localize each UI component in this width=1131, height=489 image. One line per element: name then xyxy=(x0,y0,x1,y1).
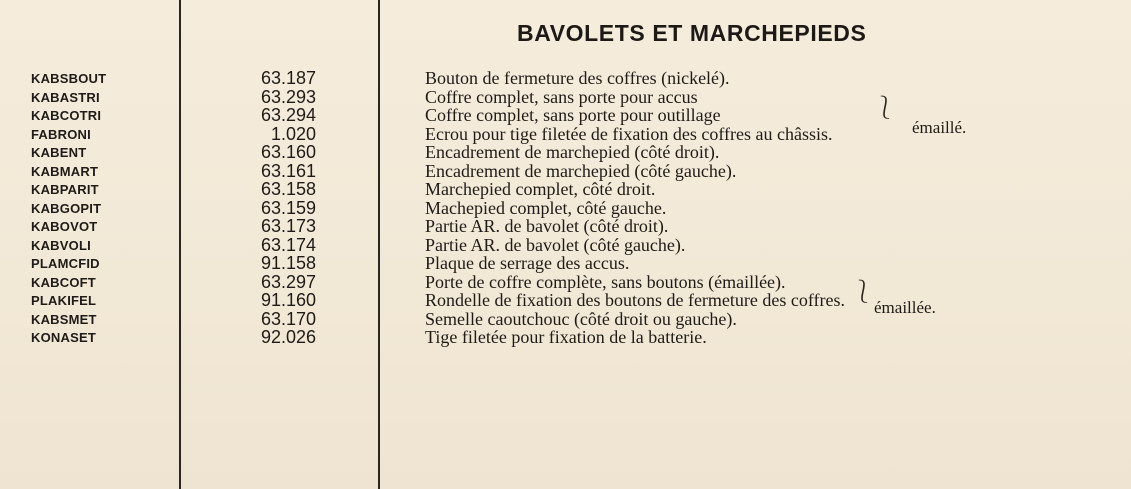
list-item xyxy=(0,161,1131,180)
part-code: FABRONI xyxy=(31,126,91,142)
part-code: KABPARIT xyxy=(31,182,99,197)
part-reference: 91.160 xyxy=(260,290,316,310)
section-title: BAVOLETS ET MARCHEPIEDS xyxy=(517,20,867,46)
list-item xyxy=(0,290,1131,309)
part-reference: 91.158 xyxy=(260,253,316,273)
part-reference: 63.159 xyxy=(260,197,316,218)
part-code: KABVOLI xyxy=(31,237,91,253)
list-item xyxy=(0,68,1131,87)
part-description: Partie AR. de bavolet (côté droit). xyxy=(425,216,669,236)
part-description: Coffre complet, sans porte pour outillage xyxy=(425,105,721,125)
part-code: PLAKIFEL xyxy=(31,293,97,308)
part-code: KONASET xyxy=(31,330,96,345)
part-description: Coffre complet, sans porte pour accus xyxy=(425,86,698,107)
part-reference: 63.293 xyxy=(260,86,316,107)
part-reference: 63.294 xyxy=(260,105,316,125)
part-reference: 63.173 xyxy=(260,216,316,236)
part-code: KABCOTRI xyxy=(31,108,102,123)
part-reference: 63.160 xyxy=(260,142,316,162)
list-item xyxy=(0,216,1131,235)
list-item xyxy=(0,198,1131,217)
list-item xyxy=(0,142,1131,161)
group-brace-icon: ⎱ xyxy=(852,280,875,305)
part-code: PLAMCFID xyxy=(31,256,100,271)
part-reference: 92.026 xyxy=(260,327,316,347)
part-code: KABOVOT xyxy=(31,219,98,234)
part-code: KABGOPIT xyxy=(31,200,102,216)
part-description: Semelle caoutchouc (côté droit ou gauche). xyxy=(425,308,737,329)
part-reference: 63.187 xyxy=(260,68,316,88)
part-code: KABSMET xyxy=(31,311,97,327)
list-item xyxy=(0,272,1131,291)
part-reference: 63.161 xyxy=(260,160,316,181)
part-description: Encadrement de marchepied (côté gauche). xyxy=(425,160,737,181)
list-item xyxy=(0,309,1131,328)
part-description: Machepied complet, côté gauche. xyxy=(425,197,667,218)
list-item xyxy=(0,327,1131,346)
part-description: Marchepied complet, côté droit. xyxy=(425,179,656,199)
part-description: Tige filetée pour fixation de la batterie. xyxy=(425,327,707,347)
part-reference: 63.170 xyxy=(260,308,316,329)
group-note-bavolet: émaillée. xyxy=(874,298,936,317)
part-description: Ecrou pour tige filetée de fixation des coffres au châssis. xyxy=(425,123,833,144)
part-reference: 63.174 xyxy=(260,234,316,255)
part-description: Partie AR. de bavolet (côté gauche). xyxy=(425,234,686,255)
part-code: KABASTRI xyxy=(31,89,100,105)
list-item xyxy=(0,179,1131,198)
part-reference: 63.158 xyxy=(260,179,316,199)
list-item xyxy=(0,87,1131,106)
parts-list xyxy=(0,68,1131,346)
part-description: Rondelle de fixation des boutons de fermeture des coffres. xyxy=(425,290,846,310)
part-code: KABCOFT xyxy=(31,274,96,290)
part-description: Porte de coffre complète, sans boutons (émaillée). xyxy=(425,271,786,292)
group-note-coffres: émaillé. xyxy=(912,118,967,137)
part-reference: 1.020 xyxy=(270,123,316,144)
part-code: KABENT xyxy=(31,145,87,160)
part-code: KABMART xyxy=(31,163,99,179)
part-description: Encadrement de marchepied (côté droit). xyxy=(425,142,720,162)
list-item xyxy=(0,235,1131,254)
list-item xyxy=(0,253,1131,272)
part-reference: 63.297 xyxy=(260,271,316,292)
part-description: Plaque de serrage des accus. xyxy=(425,253,630,273)
part-code: KABSBOUT xyxy=(31,71,107,86)
part-description: Bouton de fermeture des coffres (nickelé). xyxy=(425,68,730,88)
group-brace-icon: ⎱ xyxy=(874,96,897,121)
